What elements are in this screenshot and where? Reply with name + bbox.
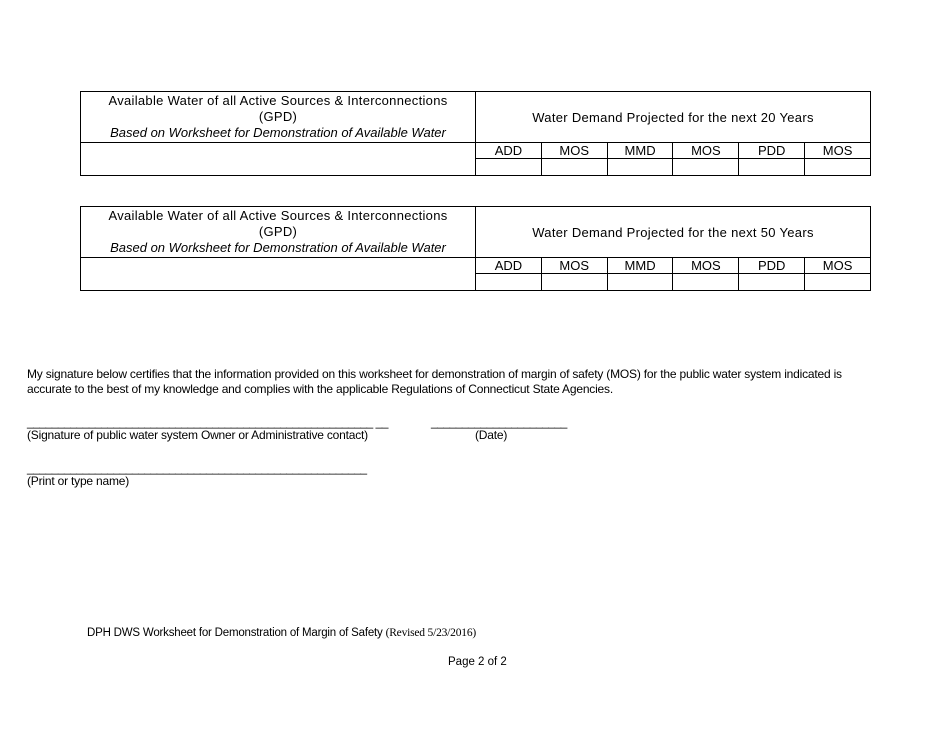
available-water-title: Available Water of all Active Sources & Interconnections [108, 208, 448, 223]
column-header: MOS [541, 258, 607, 274]
demand-table-50-years [80, 206, 871, 291]
value-cell[interactable] [673, 274, 739, 291]
value-cell[interactable] [607, 159, 673, 176]
value-cell[interactable] [739, 274, 805, 291]
date-label: (Date) [475, 428, 508, 442]
available-water-title: Available Water of all Active Sources & Interconnections [108, 93, 448, 108]
demand-projection-header: Water Demand Projected for the next 50 Years [476, 207, 871, 258]
signature-label: (Signature of public water system Owner or Administrative contact) [27, 428, 368, 442]
print-name-label: (Print or type name) [27, 474, 130, 488]
signature-line[interactable]: ________________________________________________________ __ [27, 415, 388, 429]
column-header: MMD [607, 258, 673, 274]
available-water-note: Based on Worksheet for Demonstration of Available Water [110, 240, 446, 255]
column-header: MOS [673, 258, 739, 274]
available-water-unit: (GPD) [258, 109, 298, 124]
certification-statement: My signature below certifies that the information provided on this worksheet for demonstration of margin of safety (MOS) for the public water system indicated is accurate to the best of my knowledge and complies with the applicable Regulations of Connecticut State Agencies. [27, 367, 842, 396]
column-header: PDD [739, 143, 805, 159]
value-cell[interactable] [805, 159, 871, 176]
revision-date: (Revised 5/23/2016) [385, 627, 477, 639]
date-line[interactable]: ______________________ [431, 415, 567, 429]
column-header: MOS [541, 143, 607, 159]
value-cell[interactable] [476, 159, 542, 176]
column-header: ADD [476, 258, 542, 274]
column-header: PDD [739, 258, 805, 274]
available-water-note: Based on Worksheet for Demonstration of Available Water [110, 125, 446, 140]
value-cell[interactable] [805, 274, 871, 291]
available-water-unit: (GPD) [258, 224, 298, 239]
value-cell[interactable] [607, 274, 673, 291]
form-footer [87, 627, 476, 639]
demand-table-20-years [80, 91, 871, 176]
form-title: DPH DWS Worksheet for Demonstration of Margin of Safety [87, 627, 383, 639]
column-header: MOS [805, 143, 871, 159]
value-cell[interactable] [476, 274, 542, 291]
column-header: MOS [805, 258, 871, 274]
print-name-line[interactable]: _______________________________________________________ [27, 461, 367, 475]
value-cell[interactable] [541, 274, 607, 291]
available-water-header [81, 207, 476, 258]
column-header: MOS [673, 143, 739, 159]
page-number: Page 2 of 2 [448, 656, 507, 668]
value-cell[interactable] [541, 159, 607, 176]
available-water-value-cell[interactable] [81, 258, 476, 291]
available-water-value-cell[interactable] [81, 143, 476, 176]
value-cell[interactable] [739, 159, 805, 176]
value-cell[interactable] [673, 159, 739, 176]
column-header: MMD [607, 143, 673, 159]
column-header: ADD [476, 143, 542, 159]
demand-projection-header: Water Demand Projected for the next 20 Years [476, 92, 871, 143]
available-water-header [81, 92, 476, 143]
